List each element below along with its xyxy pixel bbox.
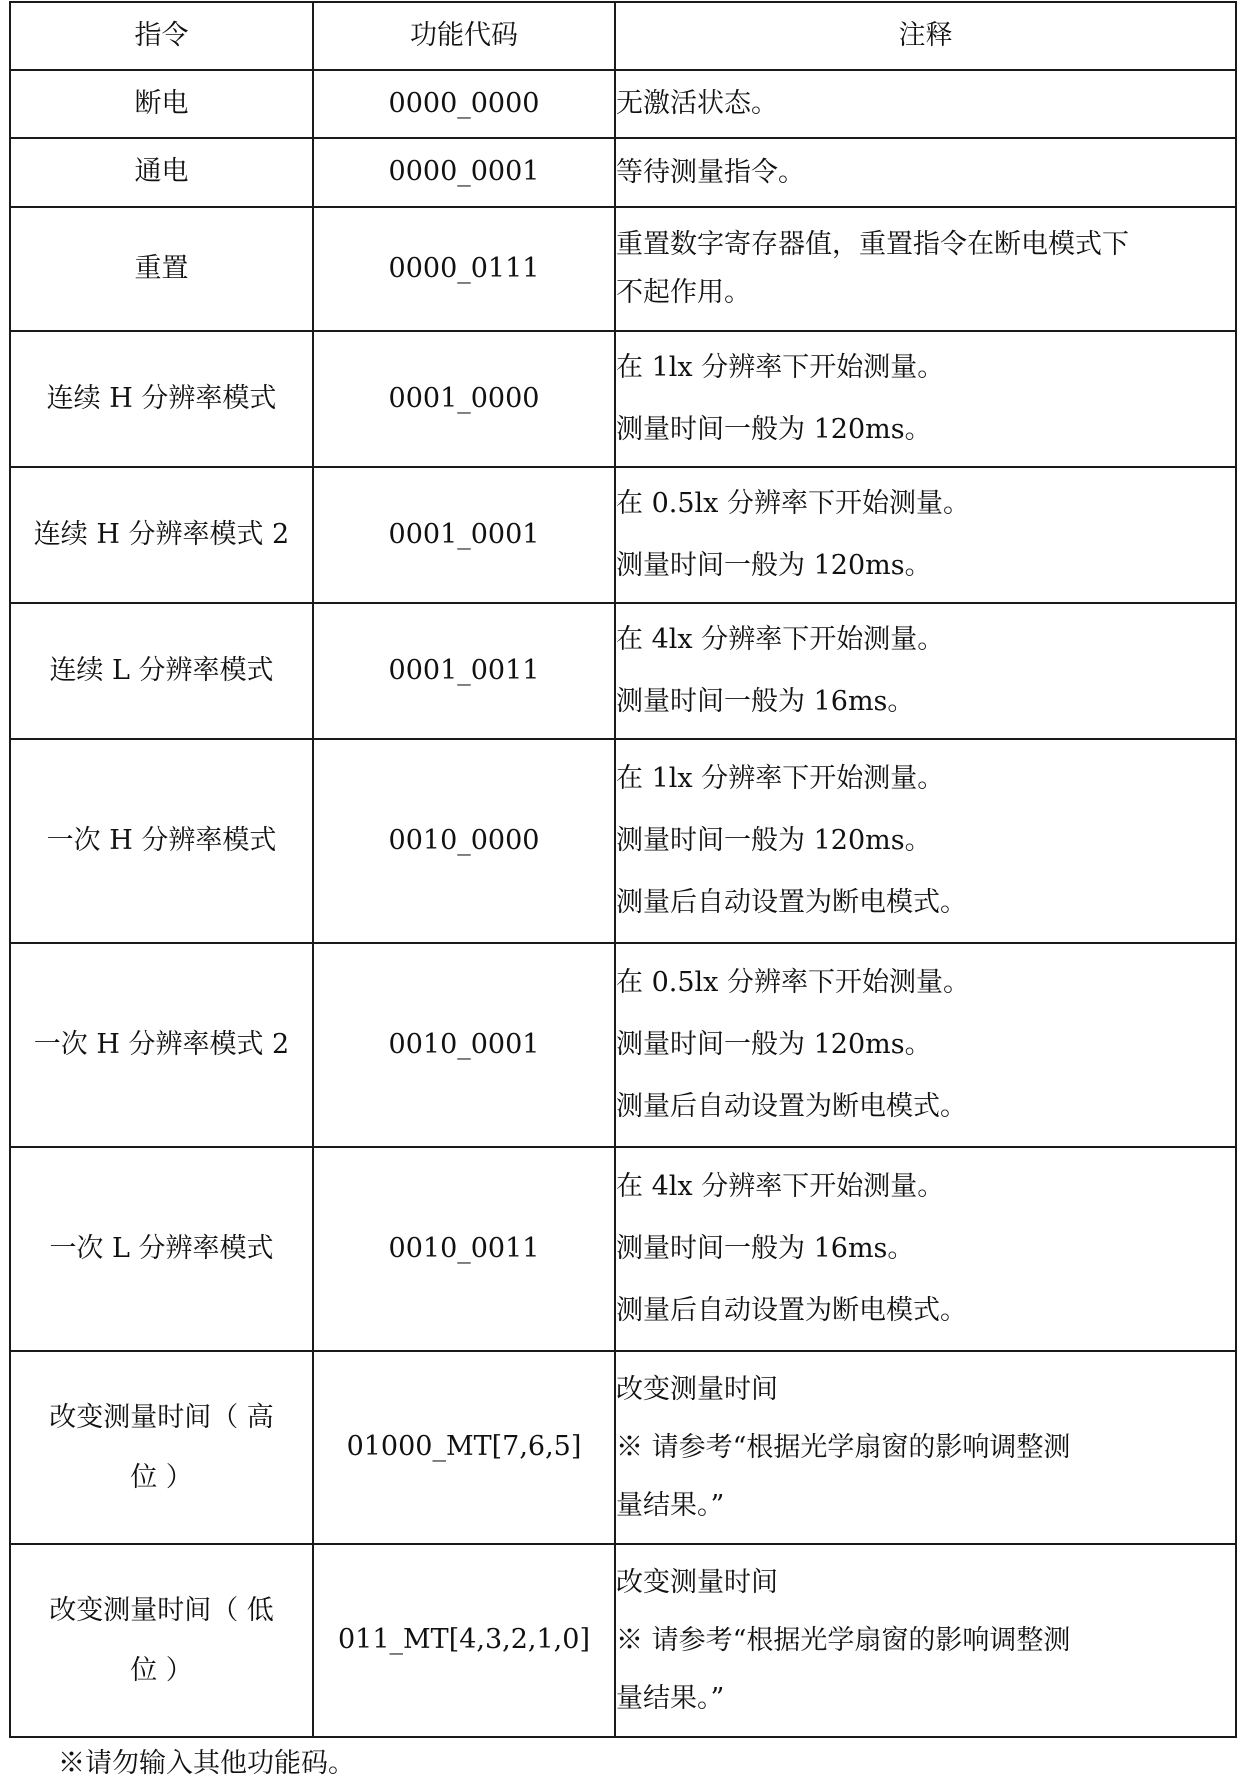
note-line: 在 4lx 分辨率下开始测量。 [616, 624, 945, 655]
note-line: 测量后自动设置为断电模式。 [616, 1295, 967, 1326]
command-name: 改变测量时间（ 低 位 ） [49, 1594, 274, 1686]
command-name: 通电 [134, 156, 189, 188]
function-code: 0001_0001 [313, 467, 615, 603]
note-cell [615, 70, 1236, 138]
note-cell [615, 207, 1236, 331]
note-line: 测量时间一般为 120ms。 [616, 414, 932, 445]
note-line: 测量时间一般为 120ms。 [616, 825, 932, 856]
table-row [10, 1351, 1236, 1544]
note-cell [615, 943, 1236, 1147]
note-cell [615, 1147, 1236, 1351]
note-line: 测量时间一般为 16ms。 [616, 1233, 915, 1264]
function-code: 0000_0001 [313, 138, 615, 207]
table-header-row [10, 2, 1236, 70]
note-line: 在 0.5lx 分辨率下开始测量。 [616, 967, 970, 998]
note-line: 量结果。” [616, 1489, 725, 1521]
note-cell [615, 467, 1236, 603]
note-line: 测量时间一般为 120ms。 [616, 550, 932, 581]
table-row [10, 739, 1236, 943]
note-line: 测量时间一般为 16ms。 [616, 686, 915, 717]
note-line: 改变测量时间 [616, 1373, 778, 1405]
header-notes: 注释 [615, 2, 1236, 70]
note-line: 在 1lx 分辨率下开始测量。 [616, 763, 945, 794]
function-code: 0010_0000 [313, 739, 615, 943]
note-cell [615, 138, 1236, 207]
function-code: 0000_0000 [313, 70, 615, 138]
note-cell [615, 331, 1236, 467]
command-name: 改变测量时间（ 高 位 ） [49, 1401, 274, 1493]
footer-note: ※请勿输入其他功能码。 [58, 1748, 355, 1779]
header-command: 指令 [10, 2, 313, 70]
note-cell [615, 1544, 1236, 1737]
note-line: 测量后自动设置为断电模式。 [616, 1091, 967, 1122]
note-line: 量结果。” [616, 1682, 725, 1714]
note-line: 重置数字寄存器值，重置指令在断电模式下 [616, 229, 1129, 260]
function-code: 011_MT[4,3,2,1,0] [313, 1544, 615, 1737]
command-name: 重置 [134, 252, 189, 284]
function-code: 01000_MT[7,6,5] [313, 1351, 615, 1544]
command-name: 一次 H 分辨率模式 2 [33, 1028, 290, 1060]
note-line: 不起作用。 [616, 277, 751, 308]
function-code: 0010_0001 [313, 943, 615, 1147]
function-code: 0000_0111 [313, 207, 615, 331]
header-code: 功能代码 [313, 2, 615, 70]
note-line: 无激活状态。 [616, 88, 778, 119]
table-row [10, 603, 1236, 739]
table-row [10, 207, 1236, 331]
note-line: ※ 请参考“根据光学扇窗的影响调整测 [616, 1431, 1071, 1463]
table-row [10, 331, 1236, 467]
note-line: 测量后自动设置为断电模式。 [616, 887, 967, 918]
note-line: ※ 请参考“根据光学扇窗的影响调整测 [616, 1624, 1071, 1656]
command-name: 连续 H 分辨率模式 2 [33, 518, 290, 550]
table-row [10, 943, 1236, 1147]
note-line: 在 1lx 分辨率下开始测量。 [616, 352, 945, 383]
command-name: 连续 H 分辨率模式 [46, 382, 277, 414]
command-name: 一次 L 分辨率模式 [49, 1232, 274, 1264]
note-line: 在 0.5lx 分辨率下开始测量。 [616, 488, 970, 519]
note-cell [615, 603, 1236, 739]
table-row [10, 1544, 1236, 1737]
note-line: 改变测量时间 [616, 1566, 778, 1598]
note-line: 在 4lx 分辨率下开始测量。 [616, 1171, 945, 1202]
function-code: 0001_0000 [313, 331, 615, 467]
command-name: 一次 H 分辨率模式 [46, 824, 277, 856]
command-name: 断电 [134, 87, 189, 119]
table-row [10, 138, 1236, 207]
note-cell [615, 739, 1236, 943]
function-code: 0001_0011 [313, 603, 615, 739]
note-cell [615, 1351, 1236, 1544]
command-name: 连续 L 分辨率模式 [49, 654, 274, 686]
table-row [10, 70, 1236, 138]
note-line: 等待测量指令。 [616, 156, 805, 188]
table-row [10, 1147, 1236, 1351]
command-table [9, 1, 1237, 1738]
table-row [10, 467, 1236, 603]
function-code: 0010_0011 [313, 1147, 615, 1351]
note-line: 测量时间一般为 120ms。 [616, 1029, 932, 1060]
